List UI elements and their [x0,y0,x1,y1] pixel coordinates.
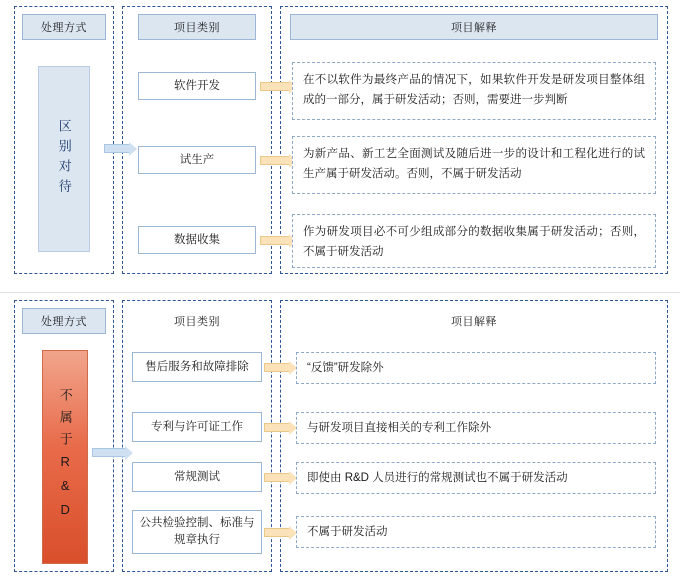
section1-category-2-label: 数据收集 [174,233,220,246]
section1-category-1 [138,146,256,174]
section1-header-explanation-label: 项目解释 [451,22,497,34]
section2-method-label: 不属于R&D [57,388,73,526]
section2-arrow-1 [264,423,290,432]
section2-explanation-1-text: 与研发项目直接相关的专利工作除外 [307,421,491,434]
section-divider [0,292,680,293]
section2-header-method [22,308,106,334]
section2-header-category-label: 项目类别 [174,316,220,328]
section2-category-0 [132,352,262,382]
section2-method-arrow [92,448,126,457]
section2-category-3-label: 公共检验控制、标准与规章执行 [139,517,255,546]
section2-explanation-2 [296,462,656,494]
section2-category-2-label: 常规测试 [174,470,220,483]
section2-arrow-3 [264,528,290,537]
section1-header-method [22,14,106,40]
section1-header-method-label: 处理方式 [41,22,87,34]
section2-explanation-1 [296,412,656,444]
section2-header-explanation-label: 项目解释 [451,316,497,328]
section1-header-category-label: 项目类别 [174,22,220,34]
section1-category-0-label: 软件开发 [174,79,220,92]
section1-category-1-label: 试生产 [179,153,215,166]
section1-arrow-0 [260,82,290,91]
section1-method-arrow [104,144,130,153]
section2-arrow-2 [264,473,290,482]
section2-header-explanation [290,308,658,334]
section2-category-1 [132,412,262,442]
section1-method-label: 区别对待 [56,119,72,199]
section1-category-2 [138,226,256,254]
section1-explanation-1 [292,136,656,194]
section1-arrow-1 [260,156,290,165]
section2-header-method-label: 处理方式 [41,316,87,328]
section2-explanation-0 [296,352,656,384]
section2-explanation-2-text: 即使由 R&D 人员进行的常规测试也不属于研发活动 [307,471,568,484]
section1-category-0 [138,72,256,100]
section2-header-category [138,308,256,334]
section1-explanation-2-text: 作为研发项目必不可少组成部分的数据收集属于研发活动；否则，不属于研发活动 [303,226,645,259]
section2-explanation-3 [296,516,656,548]
section1-arrow-2 [260,236,290,245]
section2-category-2 [132,462,262,492]
section1-header-explanation [290,14,658,40]
section2-explanation-0-text: “反馈”研发除外 [307,361,384,374]
section1-method-distinguish [38,66,90,252]
section1-header-category [138,14,256,40]
section2-category-0-label: 售后服务和故障排除 [145,360,249,373]
section2-category-1-label: 专利与许可证工作 [151,420,243,433]
section1-explanation-2 [292,214,656,268]
section2-explanation-3-text: 不属于研发活动 [307,525,388,538]
section2-method-not-rd [42,350,88,564]
section2-category-3 [132,510,262,554]
section1-explanation-0-text: 在不以软件为最终产品的情况下，如果软件开发是研发项目整体组成的一部分，属于研发活动；否则，需要进一步判断 [303,74,645,107]
section2-arrow-0 [264,363,290,372]
section1-explanation-0 [292,62,656,120]
section1-explanation-1-text: 为新产品、新工艺全面测试及随后进一步的设计和工程化进行的试生产属于研发活动。否则，不属于研发活动 [303,148,645,181]
